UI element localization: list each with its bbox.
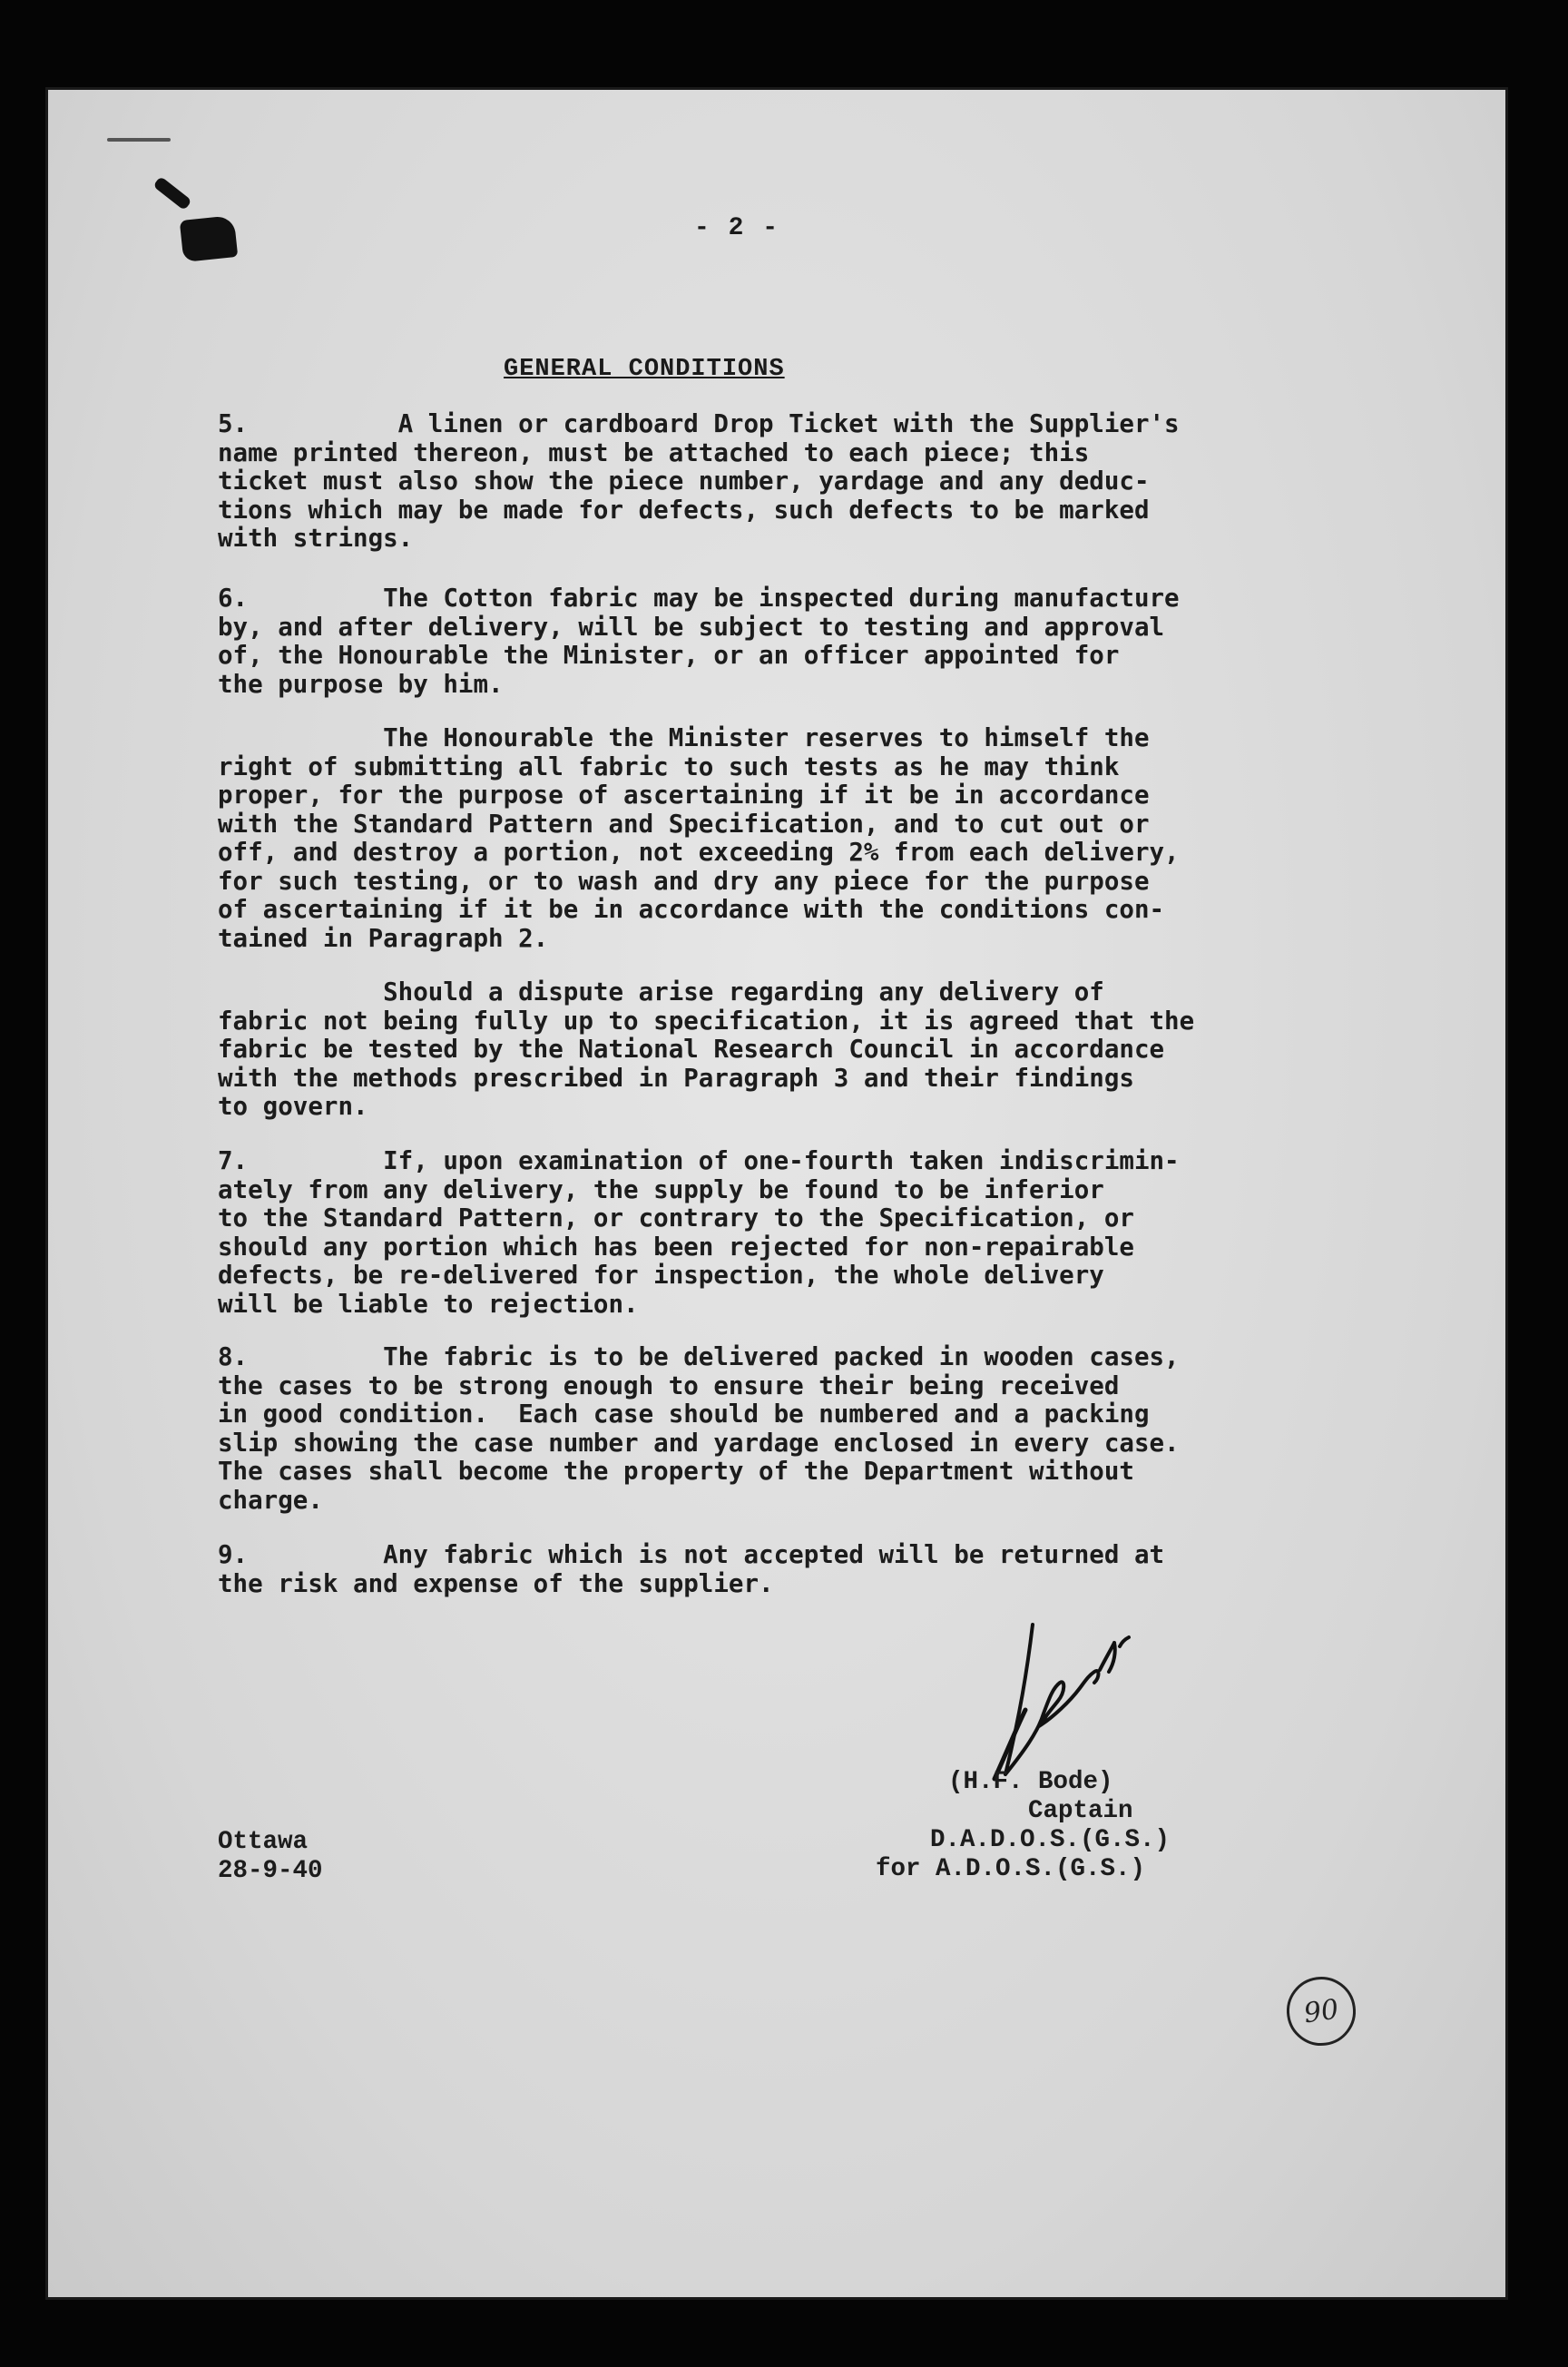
folio-stamp: 90 [1282,1972,1360,2050]
page-number: - 2 - [694,214,780,242]
date: 28-9-40 [218,1857,323,1885]
section-heading: GENERAL CONDITIONS [504,356,785,383]
place: Ottawa [218,1828,309,1856]
scan-speck [107,138,171,142]
signatory-title: D.A.D.O.S.(G.S.) [930,1826,1171,1854]
signatory-name: (H.F. Bode) [948,1768,1113,1796]
paragraph-7: 7. If, upon examination of one-fourth taken indiscrimin- ately from any delivery, the supply be found to be inferior to the Standard Pattern, or contrary to the Specification, or should any portion which has been rejected for non-repairable defects, be re-delivered for inspection, the whole delivery will be liable to rejection. [218,1146,1180,1319]
paragraph-5: 5. A linen or cardboard Drop Ticket with the Supplier's name printed thereon, must be attached to each piece; this ticket must also show the piece number, yardage and any deduc- tions which may be made for defects, such defects to be marked with strings. [218,409,1180,553]
paragraph-6-dispute: Should a dispute arise regarding any delivery of fabric not being fully up to specification, it is agreed that the fabric be tested by the National Research Council in accordance with the methods prescribed in Paragraph 3 and their findings to govern. [218,977,1195,1121]
paragraph-9: 9. Any fabric which is not accepted will be returned at the risk and expense of the supplier. [218,1540,1165,1598]
scan-smudge [180,215,238,262]
paragraph-6: 6. The Cotton fabric may be inspected during manufacture by, and after delivery, will be subject to testing and approval of, the Honourable the Minister, or an officer appointed for the purpose by him. [218,584,1180,699]
signatory-rank: Captain [1028,1797,1133,1825]
paragraph-8: 8. The fabric is to be delivered packed in wooden cases, the cases to be strong enough to ensure their being received in good condition. Each case should be numbered and a packing slip showing the case number and yardage enclosed in every case. The cases shall become the property of the Department without charge. [218,1342,1180,1515]
paragraph-6-continued: The Honourable the Minister reserves to himself the right of submitting all fabric to such tests as he may think proper, for the purpose of ascertaining if it be in accordance with the Standard Pattern and Specification, and to cut out or off, and destroy a portion, not exceeding 2% from each delivery, for such testing, or to wash and dry any piece for the purpose of ascertaining if it be in accordance with the conditions con- tained in Paragraph 2. [218,723,1180,953]
signatory-for-line: for A.D.O.S.(G.S.) [876,1855,1146,1883]
